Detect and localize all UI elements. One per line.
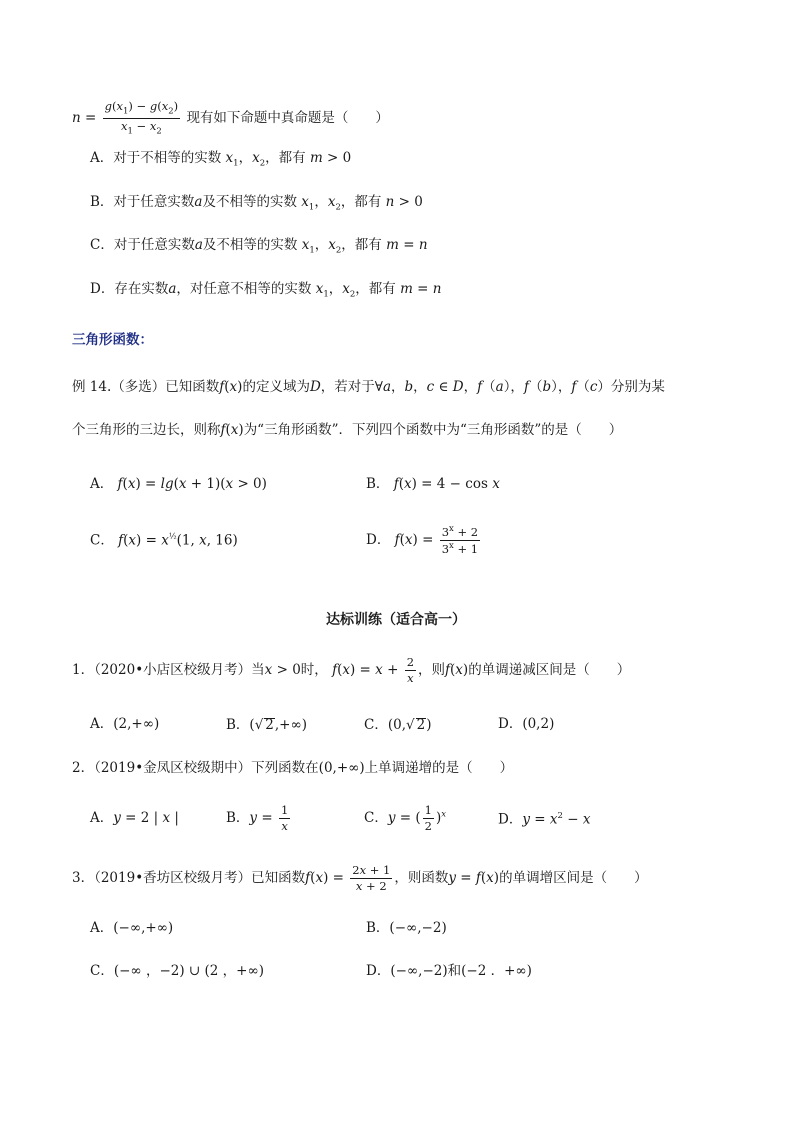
q3-option-c: C．(−∞ ，−2) ∪ (2 ，+∞): [90, 963, 264, 979]
q1-option-d: D．(0,2): [498, 716, 555, 732]
q3-stem: 3．（2019•香坊区校级月考）已知函数f(x) = $\frac{2x + 1}{x + 2}$ ，则函数y = f(x)的单调增区间是（ ）: [72, 863, 648, 894]
n-fraction: $\frac{g(x_1) - g(x_2)}{x_1 - x_2}$: [104, 99, 179, 137]
q2-option-d: D．$y = x^2 - x$: [498, 811, 591, 828]
example14-option-b: B． f(x) = 4 − cos x: [366, 476, 500, 492]
example14-option-a: A． f(x) = lg(x + 1)(x > 0): [90, 476, 267, 492]
prev-option-c: C．对于任意实数a及不相等的实数 $x_1$，$x_2$，都有 m = n: [90, 237, 428, 256]
q1-option-c: C．(0,√ 2): [364, 717, 432, 733]
q2-option-a: A．y = 2 | x |: [90, 810, 179, 826]
example14-line1: 例 14.（多选）已知函数f(x)的定义域为D，若对于∀a，b，c ∈ D，f（a），f（b），f（c）分别为某: [72, 379, 665, 395]
q2-stem: 2．（2019•金凤区校级期中）下列函数在(0,+∞)上单调递增的是（ ）: [72, 760, 514, 776]
example14-option-c: C． $f(x) = x^{\frac{1}{2}}(1$, x, 16): [90, 532, 238, 549]
q1-stem: 1．（2020•小店区校级月考）当x > 0时， f(x) = x + $\frac{2}{x}$ ，则f(x)的单调递减区间是（ ）: [72, 655, 631, 686]
q1-option-a: A．(2,+∞): [90, 716, 160, 732]
q2-option-c: C．y = ( $\frac{1}{2}$ )$^x$: [364, 803, 447, 834]
q1-option-b: B．(√ 2,+∞): [226, 717, 308, 733]
prev-question-lead: 现有如下命题中真命题是（ ）: [186, 110, 389, 127]
prev-question-stem: n = $\frac{g(x_1) - g(x_2)}{x_1 - x_2}$ 现有如下命题中真命题是（ ）: [72, 99, 389, 137]
q3-option-b: B．(−∞,−2): [366, 920, 447, 936]
training-title: 达标训练（适合高一）: [326, 612, 466, 628]
q3-option-a: A．(−∞,+∞): [90, 920, 174, 936]
prev-option-a: A．对于不相等的实数 $x_1$，$x_2$，都有 m > 0: [90, 150, 352, 169]
example14-option-d: D． f(x) = $\frac{3^x + 2}{3^x + 1}$: [366, 524, 479, 556]
q3-option-d: D．(−∞,−2)和(−2 ．+∞): [366, 963, 532, 979]
q2-option-b: B．y = $\frac{1}{x}$: [226, 803, 289, 834]
example14-line2: 个三角形的三边长，则称f(x)为“三角形函数”．下列四个函数中为“三角形函数”的是（ ）: [72, 422, 623, 438]
prev-option-b: B．对于任意实数a及不相等的实数 $x_1$，$x_2$，都有 n > 0: [90, 194, 423, 213]
section-heading: 三角形函数：: [72, 332, 153, 348]
prev-option-d: D．存在实数a，对任意不相等的实数 $x_1$，$x_2$，都有 m = n: [90, 281, 442, 300]
